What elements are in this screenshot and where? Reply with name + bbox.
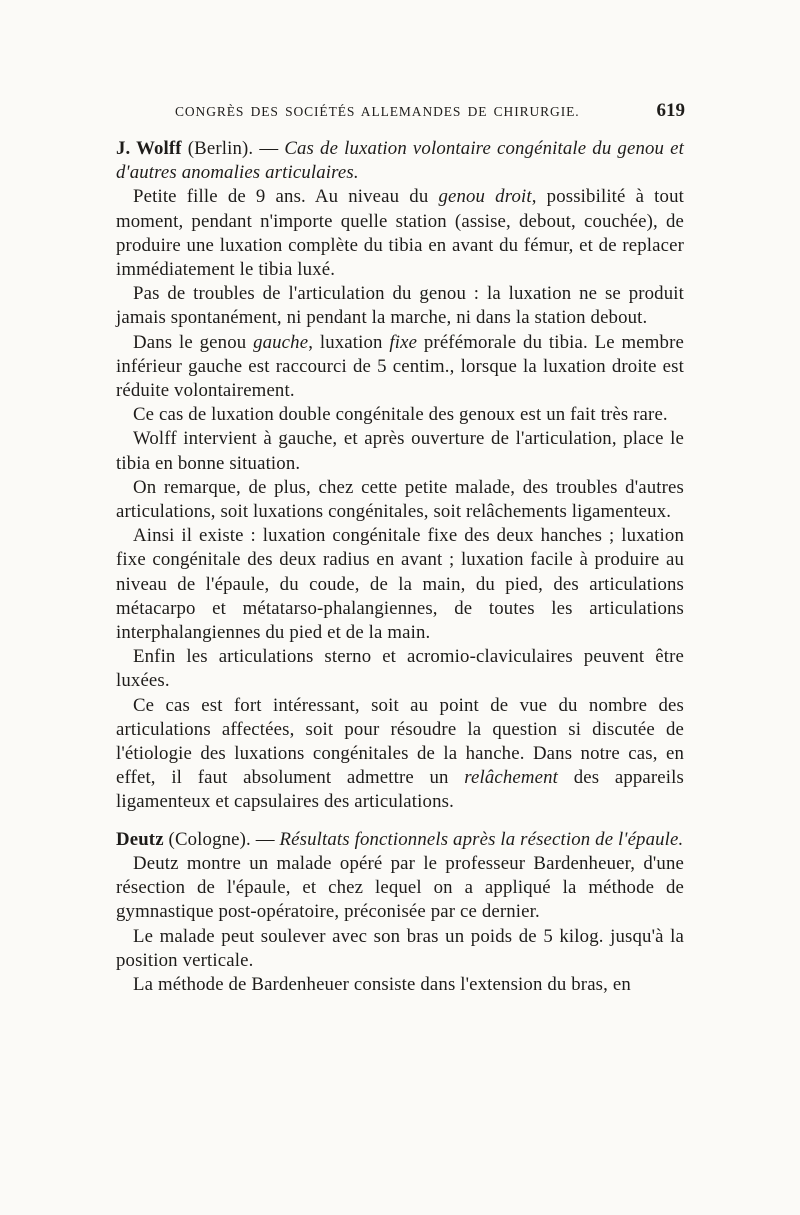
- paragraph: [116, 852, 684, 925]
- text-run: Dans le genou: [133, 331, 254, 353]
- text-run: des appareils ligamenteux et capsulaires des articulations.: [116, 767, 684, 813]
- text-run: Le malade peut soulever avec son bras un poids de 5 kilog. jusqu'à la position verticale.: [116, 925, 684, 971]
- entry-title: Cas de luxation volontaire congénitale du genou et d'autres anomalies articulaires.: [116, 138, 684, 184]
- body-text: [116, 137, 684, 997]
- running-title: CONGRÈS DES SOCIÉTÉS ALLEMANDES DE CHIRURGIE.: [175, 104, 580, 119]
- page-number: 619: [656, 100, 685, 121]
- paragraph: [116, 645, 684, 693]
- paragraph: [116, 524, 684, 645]
- running-head: [175, 100, 685, 128]
- author-name: Deutz: [116, 828, 164, 850]
- italic-term: genou droit: [438, 186, 532, 208]
- italic-term: relâchement: [464, 767, 559, 789]
- paragraph: [116, 331, 684, 404]
- text-run: Pas de troubles de l'articulation du genou : la luxation ne se produit jamais spontanément, ni pendant la marche, ni dans la station debout.: [116, 283, 684, 329]
- author-city: (Cologne). —: [168, 828, 275, 850]
- text-run: Ce cas de luxation double congénitale des genoux est un fait très rare.: [133, 404, 668, 426]
- paragraph: [116, 694, 684, 815]
- italic-term: gauche: [253, 331, 309, 353]
- text-run: Enfin les articulations sterno et acromio-claviculaires peuvent être luxées.: [116, 646, 684, 692]
- text-run: Ainsi il existe : luxation congénitale fixe des deux hanches ; luxation fixe congénitale des deux radius en avant ; luxation facile à produire au niveau de l'épaule, du coude, de la main, du pied, des articulations métacarpo et métatarso-phalangiennes, de toutes les articulations interphalangiennes du pied et de la main.: [116, 525, 684, 644]
- text-run: Ce cas est fort intéressant, soit au point de vue du nombre des articulations affectées, soit pour résoudre la question si discutée de l'étiologie des luxations congénitales de la hanche. Dans notre cas, en effet, il faut absolument admettre un: [116, 694, 684, 789]
- text-run: Deutz montre un malade opéré par le professeur Bardenheuer, d'une résection de l'épaule, et chez lequel on a appliqué la méthode de gymnastique post-opératoire, préconisée par ce dernier.: [116, 852, 684, 923]
- text-run: , possibilité à tout moment, pendant n'importe quelle station (assise, debout, couchée), de produire une luxation complète du tibia en avant du fémur, et de replacer immédiatement le tibia luxé.: [116, 186, 684, 281]
- text-run: On remarque, de plus, chez cette petite malade, des troubles d'autres articulations, soit luxations congénitales, soit relâchements ligamenteux.: [116, 476, 684, 523]
- author-name: J. Wolff: [116, 138, 182, 159]
- paragraph: [116, 282, 684, 330]
- author-city: (Berlin). —: [187, 138, 279, 159]
- entry-title: Résultats fonctionnels après la résection de l'épaule.: [279, 828, 684, 850]
- paragraph: [116, 427, 684, 475]
- paragraph: [116, 403, 684, 427]
- text-run: , luxation: [308, 331, 390, 353]
- paragraph: [116, 973, 684, 997]
- entry-heading: [116, 828, 684, 852]
- text-run: Petite fille de 9 ans. Au niveau du: [133, 186, 439, 208]
- entry-heading: [116, 137, 684, 185]
- text-run: Wolff intervient à gauche, et après ouverture de l'articulation, place le tibia en bonne situation.: [116, 428, 684, 474]
- paragraph: [116, 476, 684, 524]
- text-run: préfémorale du tibia. Le membre inférieur gauche est raccourci de 5 centim., lorsque la luxation droite est réduite volontairement.: [116, 331, 684, 402]
- paragraph: [116, 185, 684, 282]
- italic-term: fixe: [389, 331, 418, 353]
- paragraph: [116, 925, 684, 973]
- text-run: La méthode de Bardenheuer consiste dans l'extension du bras, en: [133, 973, 631, 995]
